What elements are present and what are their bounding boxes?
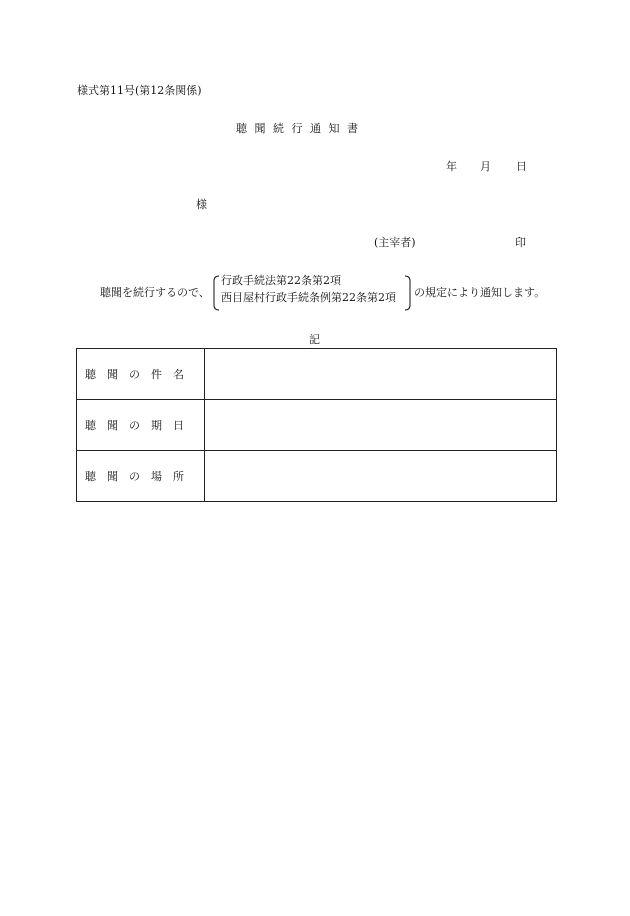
body-suffix: の規定により通知します。 <box>414 286 546 299</box>
row-label-date: 聴聞の期日 <box>77 400 205 451</box>
date-month: 月 <box>480 160 491 173</box>
details-table <box>76 348 557 502</box>
row-value-place <box>205 451 557 502</box>
right-brace <box>404 275 412 311</box>
table-row <box>77 451 557 502</box>
row-label-subject: 聴聞の件名 <box>77 349 205 400</box>
table-row <box>77 349 557 400</box>
statute-option-2: 西目屋村行政手続条例第22条第2項 <box>221 291 396 304</box>
ki-heading: 記 <box>309 333 320 346</box>
date-day: 日 <box>516 160 527 173</box>
seal-mark: 印 <box>515 236 526 249</box>
addressee-suffix: 様 <box>196 198 207 211</box>
row-value-subject <box>205 349 557 400</box>
body-prefix: 聴聞を続行するので、 <box>100 286 210 299</box>
form-number: 様式第11号(第12条関係) <box>77 84 202 97</box>
table-row <box>77 400 557 451</box>
statute-option-1: 行政手続法第22条第2項 <box>221 274 341 287</box>
row-label-place: 聴聞の場所 <box>77 451 205 502</box>
row-value-date <box>205 400 557 451</box>
organizer-label: (主宰者) <box>374 236 416 249</box>
date-year: 年 <box>446 160 457 173</box>
document-title: 聴 聞 続 行 通 知 書 <box>236 122 360 135</box>
left-brace <box>212 275 220 311</box>
